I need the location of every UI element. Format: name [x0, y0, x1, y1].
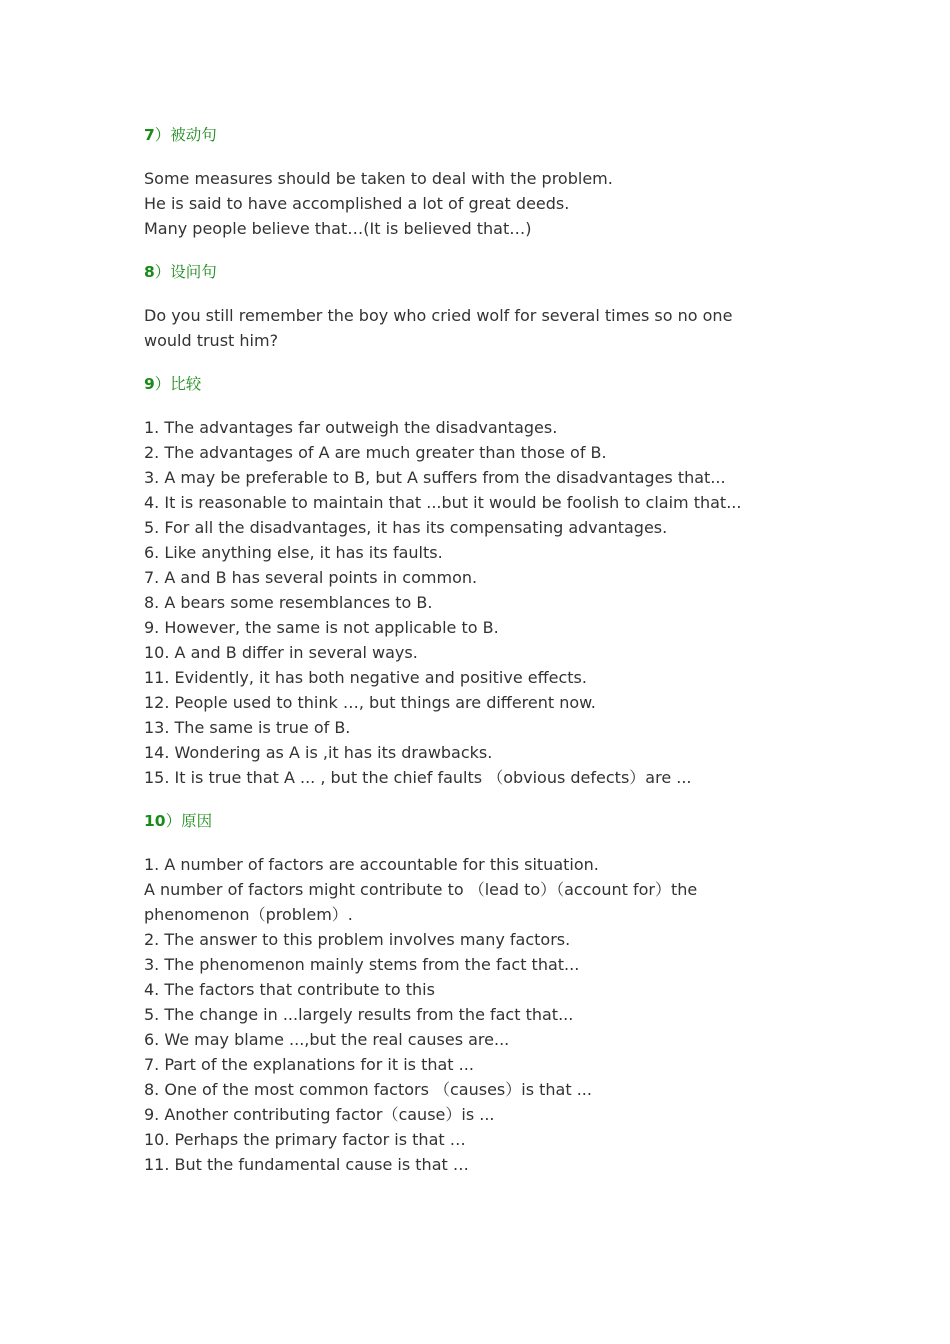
list-item: 11. But the fundamental cause is that … [144, 1155, 469, 1174]
section-title: ）比较 [154, 375, 202, 393]
list-item: 2. The answer to this problem involves many factors. [144, 930, 571, 949]
text-line: Do you still remember the boy who cried wolf for several times so no one [144, 306, 733, 325]
list-item: 4. It is reasonable to maintain that ...but it would be foolish to claim that... [144, 493, 742, 512]
section-number: 9 [144, 375, 155, 393]
list-item: 14. Wondering as A is ,it has its drawbacks. [144, 743, 493, 762]
text-line: would trust him? [144, 331, 279, 350]
list-item: 12. People used to think …, but things are different now. [144, 693, 596, 712]
section-heading [144, 371, 824, 397]
text-line: Some measures should be taken to deal with the problem. [144, 169, 613, 188]
list-item: 7. A and B has several points in common. [144, 568, 478, 587]
list-item: 10. Perhaps the primary factor is that … [144, 1130, 466, 1149]
list-item: 7. Part of the explanations for it is that ... [144, 1055, 474, 1074]
list-item: 4. The factors that contribute to this [144, 980, 435, 999]
list-item: 11. Evidently, it has both negative and positive effects. [144, 668, 587, 687]
list-item: 5. The change in ...largely results from the fact that... [144, 1005, 574, 1024]
section-title: ）设问句 [154, 263, 217, 281]
section-heading [144, 259, 824, 285]
list-item: A number of factors might contribute to （lead to）（account for）the [144, 880, 698, 899]
list-item: 5. For all the disadvantages, it has its compensating advantages. [144, 518, 668, 537]
list-item: phenomenon（problem）. [144, 905, 353, 924]
section-number: 7 [144, 126, 155, 144]
section-heading [144, 122, 824, 148]
section-title: ）原因 [165, 812, 213, 830]
text-line: Many people believe that…(It is believed that…) [144, 219, 532, 238]
list-item: 1. A number of factors are accountable for this situation. [144, 855, 599, 874]
list-item: 6. We may blame ...,but the real causes are... [144, 1030, 510, 1049]
section-causes [144, 808, 824, 1177]
section-body [144, 852, 824, 1177]
section-title: ）被动句 [154, 126, 217, 144]
list-item: 2. The advantages of A are much greater than those of B. [144, 443, 607, 462]
text-line: He is said to have accomplished a lot of great deeds. [144, 194, 570, 213]
section-body [144, 415, 824, 790]
list-item: 8. One of the most common factors （causes）is that ... [144, 1080, 592, 1099]
section-comparison [144, 371, 824, 790]
list-item: 6. Like anything else, it has its faults. [144, 543, 443, 562]
list-item: 3. A may be preferable to B, but A suffers from the disadvantages that... [144, 468, 726, 487]
document-page [144, 122, 824, 1195]
section-body [144, 303, 824, 353]
list-item: 9. However, the same is not applicable to B. [144, 618, 499, 637]
section-number: 8 [144, 263, 155, 281]
section-body [144, 166, 824, 241]
section-passive-voice [144, 122, 824, 241]
list-item: 9. Another contributing factor（cause）is ... [144, 1105, 495, 1124]
list-item: 8. A bears some resemblances to B. [144, 593, 433, 612]
list-item: 13. The same is true of B. [144, 718, 351, 737]
list-item: 3. The phenomenon mainly stems from the fact that... [144, 955, 580, 974]
list-item: 15. It is true that A ... , but the chief faults （obvious defects）are ... [144, 768, 692, 787]
list-item: 10. A and B differ in several ways. [144, 643, 418, 662]
section-heading [144, 808, 824, 834]
list-item: 1. The advantages far outweigh the disadvantages. [144, 418, 558, 437]
section-number: 10 [144, 812, 166, 830]
section-rhetorical-question [144, 259, 824, 353]
